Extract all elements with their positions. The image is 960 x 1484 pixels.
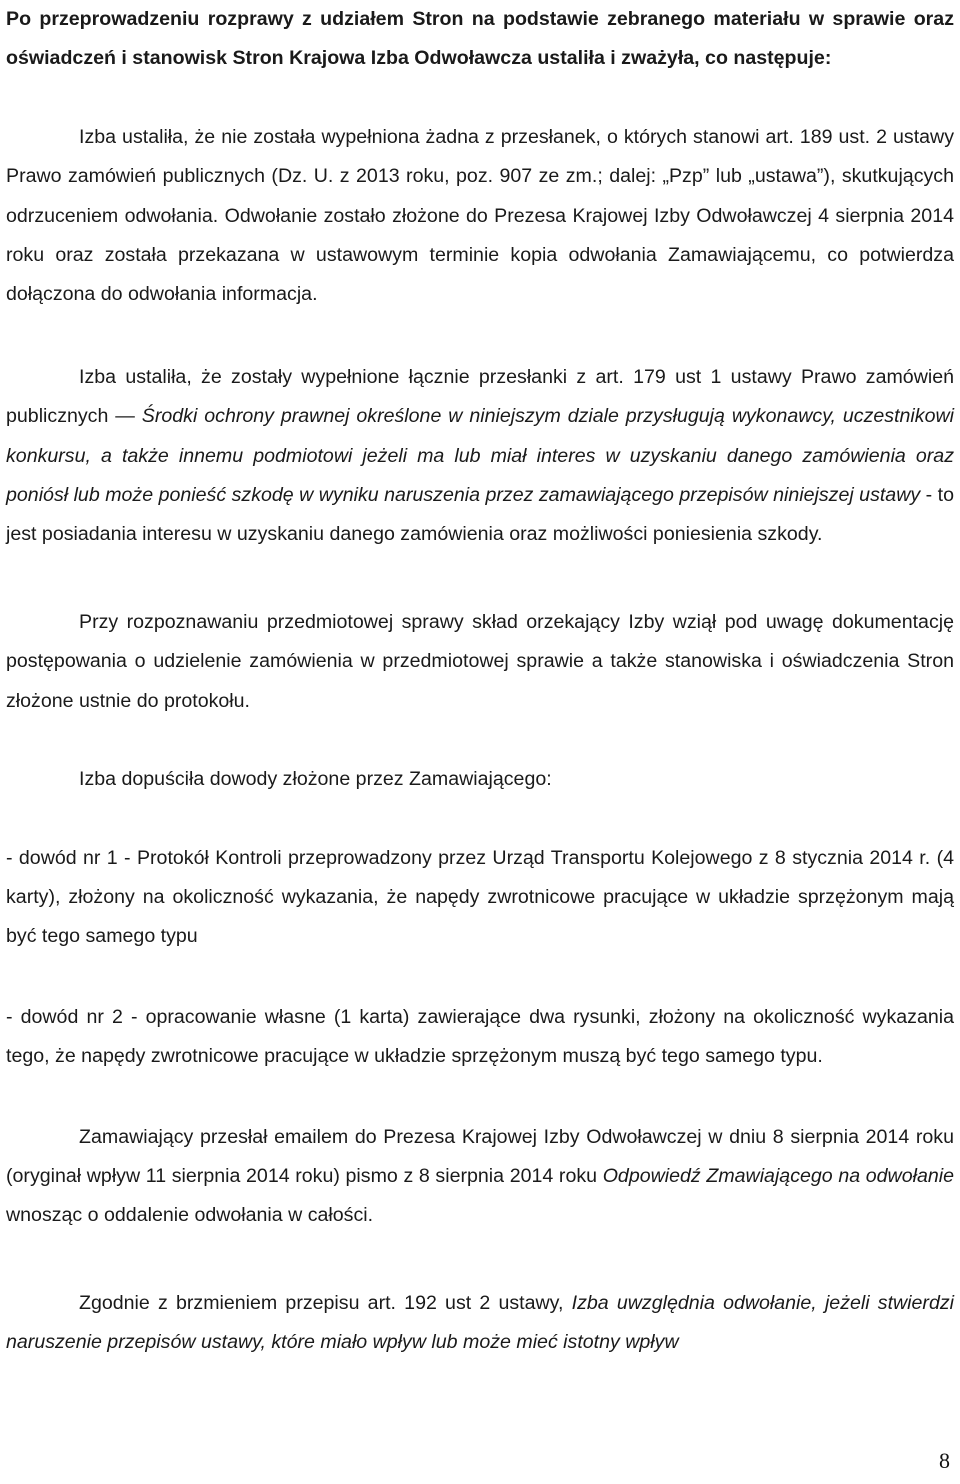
page-number: 8: [939, 1448, 950, 1473]
paragraph-admissibility: Izba ustaliła, że nie została wypełniona żadna z przesłanek, o których stanowi art. 189 ust. 2 ustawy Prawo zamówień publicznych (Dz. U. z 2013 roku, poz. 907 ze zm.; dalej: „Pzp” lub „ustawa”), skutkujących odrzuceniem odwołania. Odwołanie zostało złożone do Prezesa Krajowej Izby Odwoławczej 4 sierpnia 2014 roku oraz została przekazana w ustawowym terminie kopia odwołania Zamawiającemu, co potwierdza dołączona do odwołania informacja.: [6, 125, 954, 306]
paragraph-legal-basis: [6, 1284, 954, 1363]
intro-paragraph: Po przeprowadzeniu rozprawy z udziałem Stron na podstawie zebranego materiału w sprawie oraz oświadczeń i stanowisk Stron Krajowa Izba Odwoławcza ustaliła i zważyła, co następuje:: [6, 8, 954, 70]
paragraph-response: [6, 1118, 954, 1236]
paragraph-standing: [6, 358, 954, 555]
paragraph-standing-text: Izba ustaliła, że zostały wypełnione łącznie przesłanki z art. 179 ust 1 ustawy Prawo zamówień publicznych —: [6, 365, 954, 428]
paragraph-response-text: Zamawiający przesłał emailem do Prezesa Krajowej Izby Odwoławczej w dniu 8 sierpnia 2014 roku (oryginał wpływ 11 sierpnia 2014 roku) pismo z 8 sierpnia 2014 roku: [6, 1125, 954, 1187]
paragraph-evidence-intro: Izba dopuściła dowody złożone przez Zamawiającego:: [79, 768, 552, 791]
statute-quote: Środki ochrony prawnej określone w niniejszym dziale przysługują wykonawcy, uczestnikowi konkursu, a także innemu podmiotowi jeżeli ma lub miał interes w uzyskaniu danego zamówienia oraz poniósł lub może ponieść szkodę w wyniku naruszenia przez zamawiającego przepisów niniejszej ustawy: [6, 405, 954, 507]
paragraph-legal-basis-text: Zgodnie z brzmieniem przepisu art. 192 ust 2 ustawy,: [79, 1291, 572, 1314]
legal-basis-quote: Izba uwzględnia odwołanie, jeżeli stwierdzi naruszenie przepisów ustawy, które miało wpływ lub może mieć istotny wpływ: [6, 1291, 954, 1354]
evidence-item-1: - dowód nr 1 - Protokół Kontroli przeprowadzony przez Urząd Transportu Kolejowego z 8 stycznia 2014 r. (4 karty), złożony na okoliczność wykazania, że napędy zwrotnicowe pracujące w układzie sprzężonym mają być tego samego typu: [6, 846, 954, 948]
paragraph-response-end: wnosząc o oddalenie odwołania w całości.: [6, 1204, 374, 1227]
paragraph-documentation: Przy rozpoznawaniu przedmiotowej sprawy skład orzekający Izby wziął pod uwagę dokumentację postępowania o udzielenie zamówienia w przedmiotowej sprawie a także stanowiska i oświadczenia Stron złożone ustnie do protokołu.: [6, 610, 954, 712]
document-page: [6, 0, 954, 1363]
evidence-item-2: - dowód nr 2 - opracowanie własne (1 karta) zawierające dwa rysunki, złożony na okoliczność wykazania tego, że napędy zwrotnicowe pracujące w układzie sprzężonym muszą być tego samego typu.: [6, 1005, 954, 1068]
response-title: Odpowiedź Zmawiającego na odwołanie: [602, 1164, 955, 1187]
paragraph-standing-end: - to jest posiadania interesu w uzyskaniu danego zamówienia oraz możliwości poniesienia szkody.: [6, 484, 954, 546]
